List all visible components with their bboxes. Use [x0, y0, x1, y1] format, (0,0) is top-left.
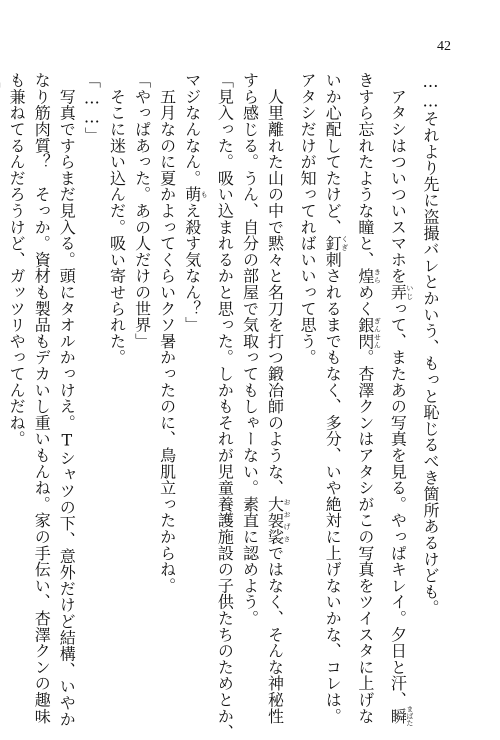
ruby-base: 弄	[388, 283, 408, 301]
ruby-reading: きら	[373, 267, 382, 284]
ruby-annotation	[388, 705, 414, 727]
text-line-12	[107, 72, 125, 694]
text-segment: そこに迷い込んだ。吸い寄せられた。	[107, 72, 127, 366]
text-line-7	[240, 72, 258, 694]
text-segment: マジなんなん。	[182, 72, 202, 187]
ruby-reading: おおげさ	[283, 495, 292, 545]
text-segment: すら感じる。うん、自分の部屋で気取ってもしゃーない。素直に認めよう。	[240, 72, 260, 627]
text-line-15	[32, 72, 52, 724]
ruby-base: 萌	[182, 186, 202, 203]
text-segment: アタシだけが知ってればいいって思う。	[298, 72, 318, 366]
text-segment: きすら忘れたような瞳と、	[355, 72, 375, 268]
text-line-10	[158, 72, 176, 694]
ruby-base: 銀閃	[355, 316, 375, 350]
ruby-base: 煌	[355, 267, 375, 284]
ruby-reading: くぎ	[340, 235, 349, 252]
text-segment: え殺す気なん？」	[182, 202, 202, 333]
text-segment: も兼ねてるんだろうけど、ガッツリやってんだね。	[7, 72, 27, 447]
ruby-reading: いじ	[405, 283, 414, 301]
text-line-9	[183, 72, 209, 694]
ruby-reading: ぎんせん	[373, 316, 382, 350]
ruby-reading: まばた	[405, 705, 414, 727]
text-line-14	[57, 72, 77, 727]
ruby-base: 大袈裟	[265, 495, 285, 545]
text-segment: なり筋肉質？ そっか。資材も製品もデカいし重いもんね。家の手伝い、杏澤クンの趣味	[32, 72, 52, 724]
ruby-reading: も	[200, 186, 209, 203]
text-line-16	[7, 72, 25, 694]
text-line-4	[323, 72, 349, 725]
text-segment: って、またあの写真を見る。やっぱキレイ。夕日と汗、	[388, 300, 408, 708]
ruby-base: 釘	[323, 235, 343, 252]
text-segment: めく	[355, 283, 375, 317]
text-line-6	[265, 72, 292, 725]
text-segment: ……それより先に盗撮バレとかいう、もっと恥じるべき箇所あるけども。	[421, 72, 440, 616]
vertical-text-block	[0, 72, 440, 740]
page-number: 42	[437, 39, 451, 54]
text-segment: 写真ですらまだ見入る。頭にタオルかっけえ。Tシャツの下、意外だけど結構、いやか	[57, 72, 77, 727]
ruby-annotation	[355, 267, 382, 284]
text-segment	[0, 72, 1, 202]
text-line-5	[298, 72, 316, 694]
text-segment: 。杏澤クンはアタシがこの写真をツイスタに上げな	[355, 349, 375, 725]
text-line-8	[215, 72, 235, 740]
ruby-annotation	[388, 283, 414, 301]
text-segment: 「……」	[82, 72, 102, 144]
text-segment: 人里離れた山の中で黙々と名刀を打つ鍛冶師のような、	[265, 72, 285, 496]
text-segment: いか心配してたけど、	[323, 72, 343, 235]
ruby-annotation	[182, 186, 209, 203]
text-line-3	[355, 72, 382, 725]
text-line-11	[133, 72, 151, 694]
text-line-13	[82, 72, 100, 694]
text-segment: 「見入った。吸い込まれるかと思った。しかもそれが児童養護施設の子供たちのためとか、	[215, 72, 235, 740]
text-segment: アタシはついついスマホを	[388, 72, 408, 284]
ruby-annotation	[323, 235, 349, 252]
ruby-base: 瞬	[388, 705, 408, 727]
ruby-annotation	[265, 495, 292, 545]
text-segment: 「やっぱあった。あの人だけの世界」	[132, 72, 152, 350]
text-line-1	[421, 72, 439, 694]
text-segment: 五月なのに夏かよってくらいクソ暑かったのに、鳥肌立ったからね。	[157, 72, 177, 594]
text-line-2	[388, 72, 414, 727]
text-segment: ではなく、そんな神秘性	[265, 544, 285, 725]
ruby-annotation	[355, 316, 382, 350]
text-segment: 刺されるまでもなく、多分、いや絶対に上げないかな、コレは。	[323, 251, 343, 725]
